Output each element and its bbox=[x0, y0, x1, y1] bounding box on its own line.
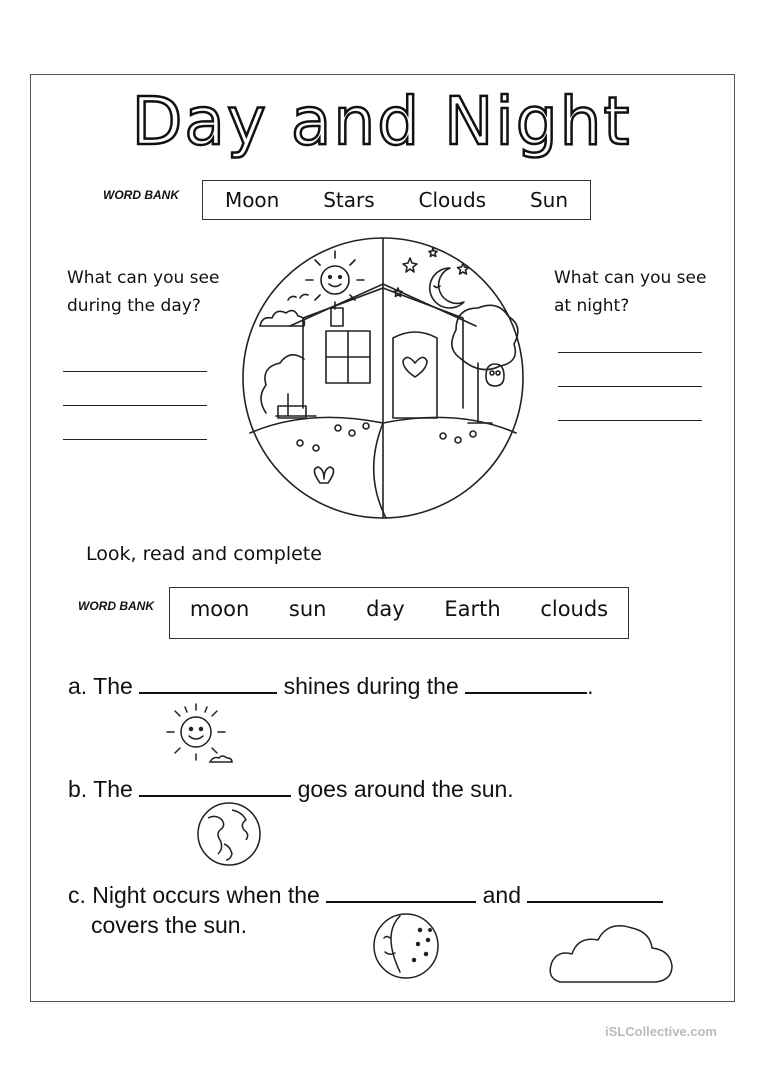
moon-icon bbox=[370, 908, 446, 984]
sentence-letter: a. bbox=[68, 673, 88, 699]
night-answer-line[interactable] bbox=[558, 420, 702, 421]
night-answer-line[interactable] bbox=[558, 386, 702, 387]
worksheet-title: Day and Night bbox=[131, 83, 632, 160]
day-answer-line[interactable] bbox=[63, 405, 207, 406]
word-bank-word: Stars bbox=[323, 188, 375, 212]
day-night-illustration bbox=[228, 228, 538, 528]
answer-blank[interactable] bbox=[139, 773, 291, 797]
word-bank-word: Clouds bbox=[418, 188, 487, 212]
footer-watermark: iSLCollective.com bbox=[605, 1024, 717, 1039]
word-bank-word: day bbox=[366, 597, 405, 621]
answer-blank[interactable] bbox=[326, 879, 476, 903]
instruction-text: Look, read and complete bbox=[86, 543, 322, 565]
day-question-line2: during the day? bbox=[67, 296, 201, 316]
word-bank-word: Moon bbox=[224, 188, 280, 212]
day-answer-line[interactable] bbox=[63, 371, 207, 372]
earth-icon bbox=[194, 800, 264, 868]
night-question-line2: at night? bbox=[554, 296, 630, 316]
sun-icon bbox=[160, 702, 240, 766]
answer-blank[interactable] bbox=[139, 670, 277, 694]
sun-icon bbox=[306, 251, 364, 309]
word-bank-label: WORD BANK bbox=[103, 188, 179, 202]
sentence-text: shines during the bbox=[283, 673, 459, 699]
sentence-text: and bbox=[482, 882, 522, 908]
day-answer-line[interactable] bbox=[63, 439, 207, 440]
word-bank-word: sun bbox=[288, 597, 327, 621]
word-bank-box bbox=[169, 587, 629, 639]
answer-blank[interactable] bbox=[465, 670, 587, 694]
word-bank-word: Earth bbox=[444, 597, 501, 621]
word-bank-word: moon bbox=[189, 597, 250, 621]
word-bank-label: WORD BANK bbox=[78, 599, 154, 613]
night-answer-line[interactable] bbox=[558, 352, 702, 353]
sentence-text: The bbox=[93, 776, 133, 802]
sentence-b bbox=[68, 773, 514, 803]
sentence-letter: b. bbox=[68, 776, 88, 802]
sentence-text: The bbox=[93, 673, 133, 699]
sentence-c-line2: covers the sun. bbox=[91, 912, 247, 938]
sentence-text: . bbox=[587, 673, 594, 699]
answer-blank[interactable] bbox=[527, 879, 663, 903]
day-question-line1: What can you see bbox=[67, 268, 220, 288]
sentence-letter: c. bbox=[68, 882, 86, 908]
sentence-a bbox=[68, 670, 594, 700]
word-bank-word: clouds bbox=[540, 597, 609, 621]
day-question bbox=[67, 264, 219, 320]
sentence-c bbox=[68, 879, 663, 909]
word-bank-word: Sun bbox=[529, 188, 569, 212]
word-bank-box bbox=[202, 180, 591, 220]
sentence-text: Night occurs when the bbox=[92, 882, 320, 908]
night-question bbox=[554, 264, 706, 320]
cloud-icon bbox=[546, 918, 690, 988]
night-question-line1: What can you see bbox=[554, 268, 707, 288]
sentence-text: goes around the sun. bbox=[297, 776, 514, 802]
